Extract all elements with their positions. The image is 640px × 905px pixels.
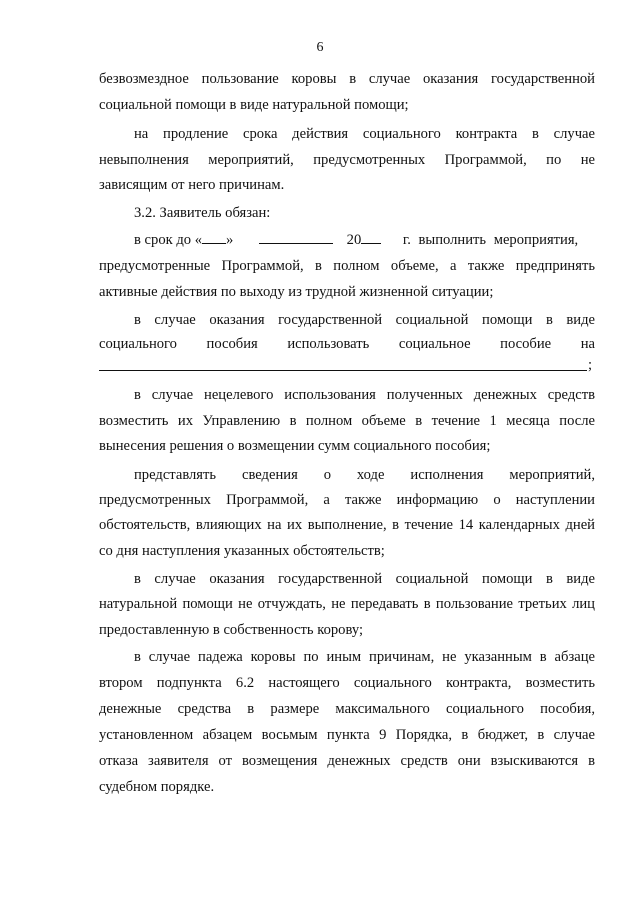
text-line: денежные средства в размере максимального социального пособия, [99,701,595,717]
text-line: отказа заявителя от возмещения денежных средств они взыскиваются в [99,753,595,769]
blank-year [361,231,381,244]
text-line: социальной помощи в виде натуральной помощи; [99,97,409,113]
text-line: втором подпункта 6.2 настоящего социального контракта, возместить [99,675,595,691]
text-line: невыполнения мероприятий, предусмотренных Программой, по не [99,152,595,168]
text-fragment: г. выполнить мероприятия, [402,232,579,248]
blank-month [259,231,333,244]
page-number: 6 [316,40,324,55]
text-line: установленном абзацем восьмым пункта 9 Порядка, в бюджет, в случае [99,727,595,743]
text-line: безвозмездное пользование коровы в случае оказания государственной [99,71,595,87]
text-fragment: » [226,232,234,248]
blank-day [202,231,226,244]
text-line: натуральной помощи не отчуждать, не передавать в пользование третьих лиц [99,596,595,612]
text-line: вынесения решения о возмещении сумм социального пособия; [99,438,491,454]
text-line: судебном порядке. [99,779,215,795]
text-line: социального пособия использовать социальное пособие на [99,336,595,352]
text-line: со дня наступления указанных обстоятельств; [99,543,385,559]
text-line: зависящим от него причинам. [99,177,285,193]
text-line: в случае оказания государственной социальной помощи в виде [134,571,595,587]
text-line: предоставленную в собственность корову; [99,622,364,638]
text-line: обстоятельств, влияющих на их выполнение, в течение 14 календарных дней [99,517,595,533]
text-line: активные действия по выходу из трудной жизненной ситуации; [99,284,494,300]
fill-in-blank-line [99,360,587,371]
text-line: представлять сведения о ходе исполнения мероприятий, [134,467,595,483]
text-line: на продление срока действия социального контракта в случае [134,126,595,142]
semicolon: ; [588,357,593,373]
text-line-with-blanks [134,231,595,249]
text-line: в случае падежа коровы по иным причинам, не указанным в абзаце [134,649,595,665]
text-line: предусмотренные Программой, в полном объеме, а также предпринять [99,258,595,274]
text-line: в случае нецелевого использования полученных денежных средств [134,387,595,403]
text-line: в случае оказания государственной социальной помощи в виде [134,312,595,328]
text-line: возместить их Управлению в полном объеме в течение 1 месяца после [99,413,595,429]
text-line: предусмотренных Программой, а также информацию о наступлении [99,492,595,508]
text-fragment: в срок до « [134,232,203,248]
section-heading: 3.2. Заявитель обязан: [134,205,271,221]
text-fragment: 20 [346,232,362,248]
